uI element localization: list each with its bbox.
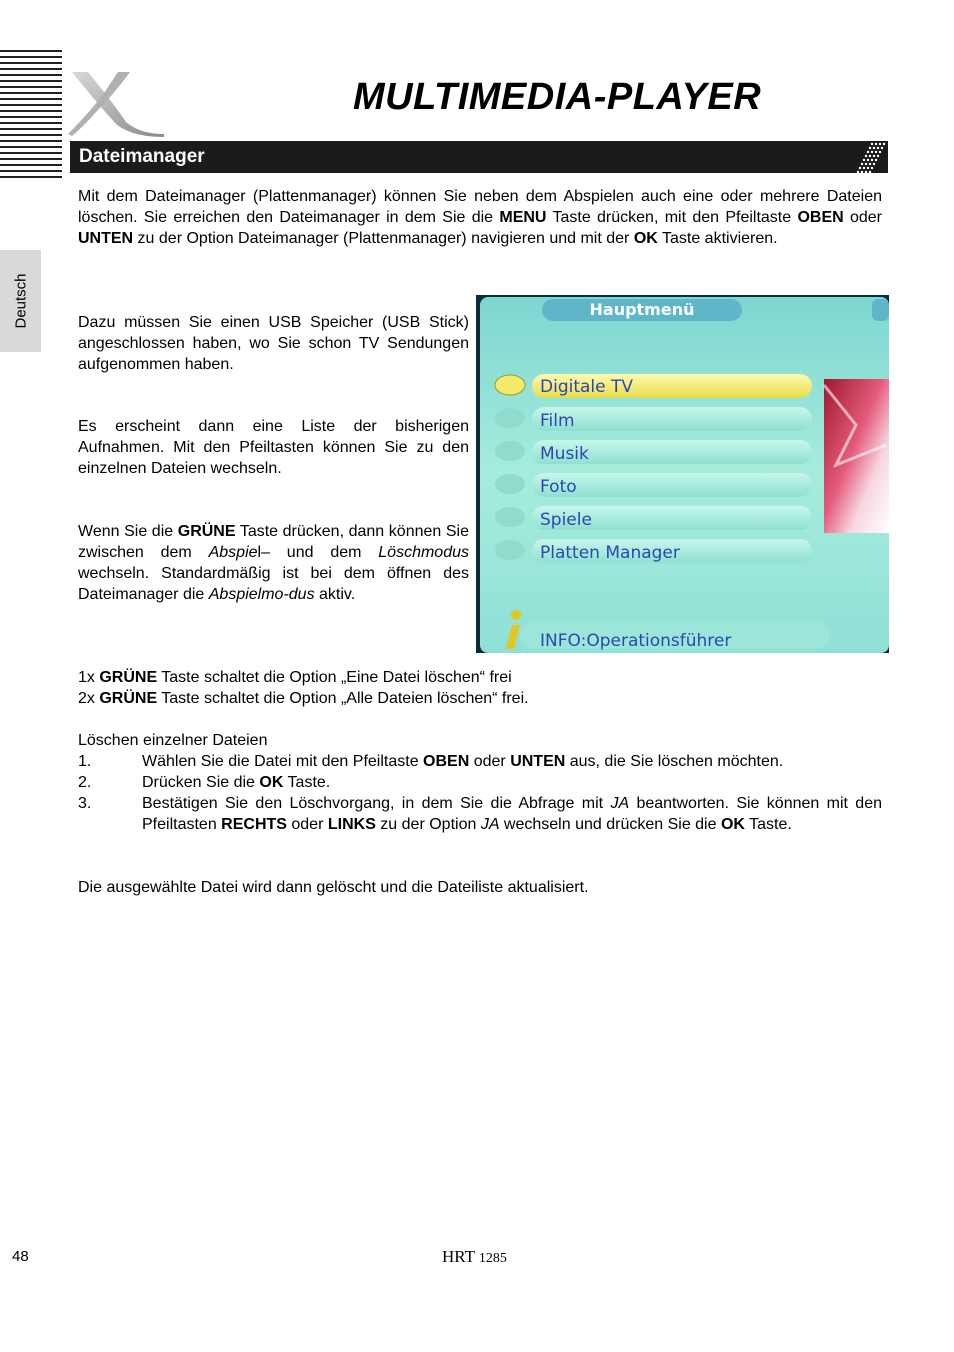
section-dots-ornament bbox=[848, 141, 888, 173]
option-1-prefix: 1x bbox=[78, 669, 100, 686]
option-line-2 bbox=[78, 688, 882, 709]
step-1-part-2: oder bbox=[469, 753, 511, 770]
intro-text-4: zu der Option Dateimanager (Plattenmanager) navigieren und mit der bbox=[133, 230, 634, 247]
step-3-italic-2: JA bbox=[480, 816, 500, 833]
step-2-bold-1: OK bbox=[259, 774, 284, 791]
menu-bullet-3 bbox=[495, 474, 525, 494]
menu-bullet-2 bbox=[495, 441, 525, 461]
step-1-bold-2: UNTEN bbox=[510, 753, 566, 770]
green-text-3: l– und dem bbox=[257, 544, 379, 561]
step-2-part-1: Drücken Sie die bbox=[142, 774, 260, 791]
step-1-part-3: aus, die Sie löschen möchten. bbox=[565, 753, 784, 770]
intro-text-5: Taste aktivieren. bbox=[657, 230, 778, 247]
step-3-bold-1: RECHTS bbox=[221, 816, 287, 833]
main-menu-screenshot bbox=[476, 295, 889, 653]
step-1-text bbox=[142, 751, 882, 772]
closing-paragraph: Die ausgewählte Datei wird dann gelöscht und die Dateiliste aktualisiert. bbox=[78, 879, 589, 896]
menu-bullet-5 bbox=[495, 540, 525, 560]
green-key-paragraph bbox=[78, 521, 469, 605]
menu-item-label-4: Spiele bbox=[540, 510, 592, 530]
intro-text-1: Mit dem Dateimanager (Plattenmanager) können Sie neben dem Abspielen auch eine oder mehrere Dateien löschen. Sie erreichen den Dateimanager in dem Sie die bbox=[78, 188, 882, 226]
green-text-5: aktiv. bbox=[314, 586, 356, 603]
page-number: 48 bbox=[12, 1248, 29, 1265]
step-3-bold-2: LINKS bbox=[327, 816, 376, 833]
green-italic-3: Abspielmo-dus bbox=[208, 586, 315, 603]
option-2-bold: GRÜNE bbox=[99, 690, 158, 707]
language-tab-label: Deutsch bbox=[12, 273, 29, 329]
step-3-part-6: Taste. bbox=[744, 816, 792, 833]
step-3-number: 3. bbox=[78, 795, 92, 812]
option-2-prefix: 2x bbox=[78, 690, 100, 707]
step-3-italic-1: JA bbox=[610, 795, 630, 812]
step-2-text bbox=[142, 772, 882, 793]
step-3-part-2: beantworten. Sie können mit den Pfeiltasten bbox=[142, 795, 883, 833]
menu-item-label-2: Musik bbox=[540, 444, 589, 464]
step-3-part-1: Bestätigen Sie den Löschvorgang, in dem Sie die Abfrage mit bbox=[142, 795, 611, 812]
green-text-2: Taste drücken, dann können Sie zwischen dem bbox=[78, 523, 469, 561]
menu-bullet-0 bbox=[495, 375, 525, 395]
option-1-bold: GRÜNE bbox=[99, 669, 158, 686]
option-2-text: Taste schaltet die Option „Alle Dateien löschen“ frei. bbox=[157, 690, 529, 707]
intro-text-2: Taste drücken, mit den Pfeiltaste bbox=[546, 209, 798, 226]
intro-bold-oben: OBEN bbox=[797, 209, 844, 226]
model-name bbox=[442, 1247, 507, 1267]
brand-x-logo bbox=[66, 68, 166, 138]
option-1-text: Taste schaltet die Option „Eine Datei löschen“ frei bbox=[157, 669, 512, 686]
usb-paragraph: Dazu müssen Sie einen USB Speicher (USB Stick) angeschlossen haben, wo Sie schon TV Sendungen aufgenommen haben. bbox=[78, 314, 469, 373]
green-italic-1: Abspie bbox=[208, 544, 258, 561]
step-1-number: 1. bbox=[78, 753, 92, 770]
header-stripes bbox=[0, 50, 62, 178]
menu-title: Hauptmenü bbox=[589, 300, 695, 319]
green-italic-2: Löschmodus bbox=[378, 544, 469, 561]
step-3-part-4: zu der Option bbox=[375, 816, 481, 833]
step-3-bold-3: OK bbox=[720, 816, 745, 833]
green-text-4: wechseln. Standardmäßig ist bei dem öffnen des Dateimanager die bbox=[78, 565, 469, 603]
intro-bold-menu: MENU bbox=[499, 209, 547, 226]
step-2-number: 2. bbox=[78, 774, 92, 791]
step-3-part-5: wechseln und drücken Sie die bbox=[499, 816, 721, 833]
language-tab bbox=[0, 250, 41, 352]
menu-item-label-3: Foto bbox=[540, 477, 577, 497]
menu-bullet-4 bbox=[495, 507, 525, 527]
step-3-part-3: oder bbox=[286, 816, 328, 833]
steps-heading: Löschen einzelner Dateien bbox=[78, 732, 268, 749]
intro-paragraph bbox=[78, 186, 882, 249]
menu-bullet-1 bbox=[495, 408, 525, 428]
section-title: Dateimanager bbox=[79, 146, 205, 167]
option-line-1 bbox=[78, 667, 882, 688]
intro-bold-unten: UNTEN bbox=[78, 230, 134, 247]
page-title: MULTIMEDIA-PLAYER bbox=[353, 76, 762, 118]
section-header bbox=[70, 141, 888, 173]
step-1-part-1: Wählen Sie die Datei mit den Pfeiltaste bbox=[142, 753, 424, 770]
menu-item-label-5: Platten Manager bbox=[540, 543, 680, 563]
green-bold: GRÜNE bbox=[177, 523, 236, 540]
model-prefix: HRT bbox=[442, 1247, 475, 1266]
intro-bold-ok: OK bbox=[633, 230, 658, 247]
info-text: INFO:Operationsführer bbox=[540, 631, 732, 651]
intro-text-3: oder bbox=[843, 209, 883, 226]
green-text-1: Wenn Sie die bbox=[78, 523, 178, 540]
step-2-part-2: Taste. bbox=[283, 774, 331, 791]
menu-item-label-1: Film bbox=[540, 411, 575, 431]
model-number: 1285 bbox=[478, 1251, 507, 1266]
step-1-bold-1: OBEN bbox=[423, 753, 470, 770]
menu-item-label-0: Digitale TV bbox=[540, 377, 634, 397]
step-3-text bbox=[142, 793, 882, 835]
list-paragraph: Es erscheint dann eine Liste der bisherigen Aufnahmen. Mit den Pfeiltasten können Sie zu den einzelnen Dateien wechseln. bbox=[78, 418, 469, 477]
